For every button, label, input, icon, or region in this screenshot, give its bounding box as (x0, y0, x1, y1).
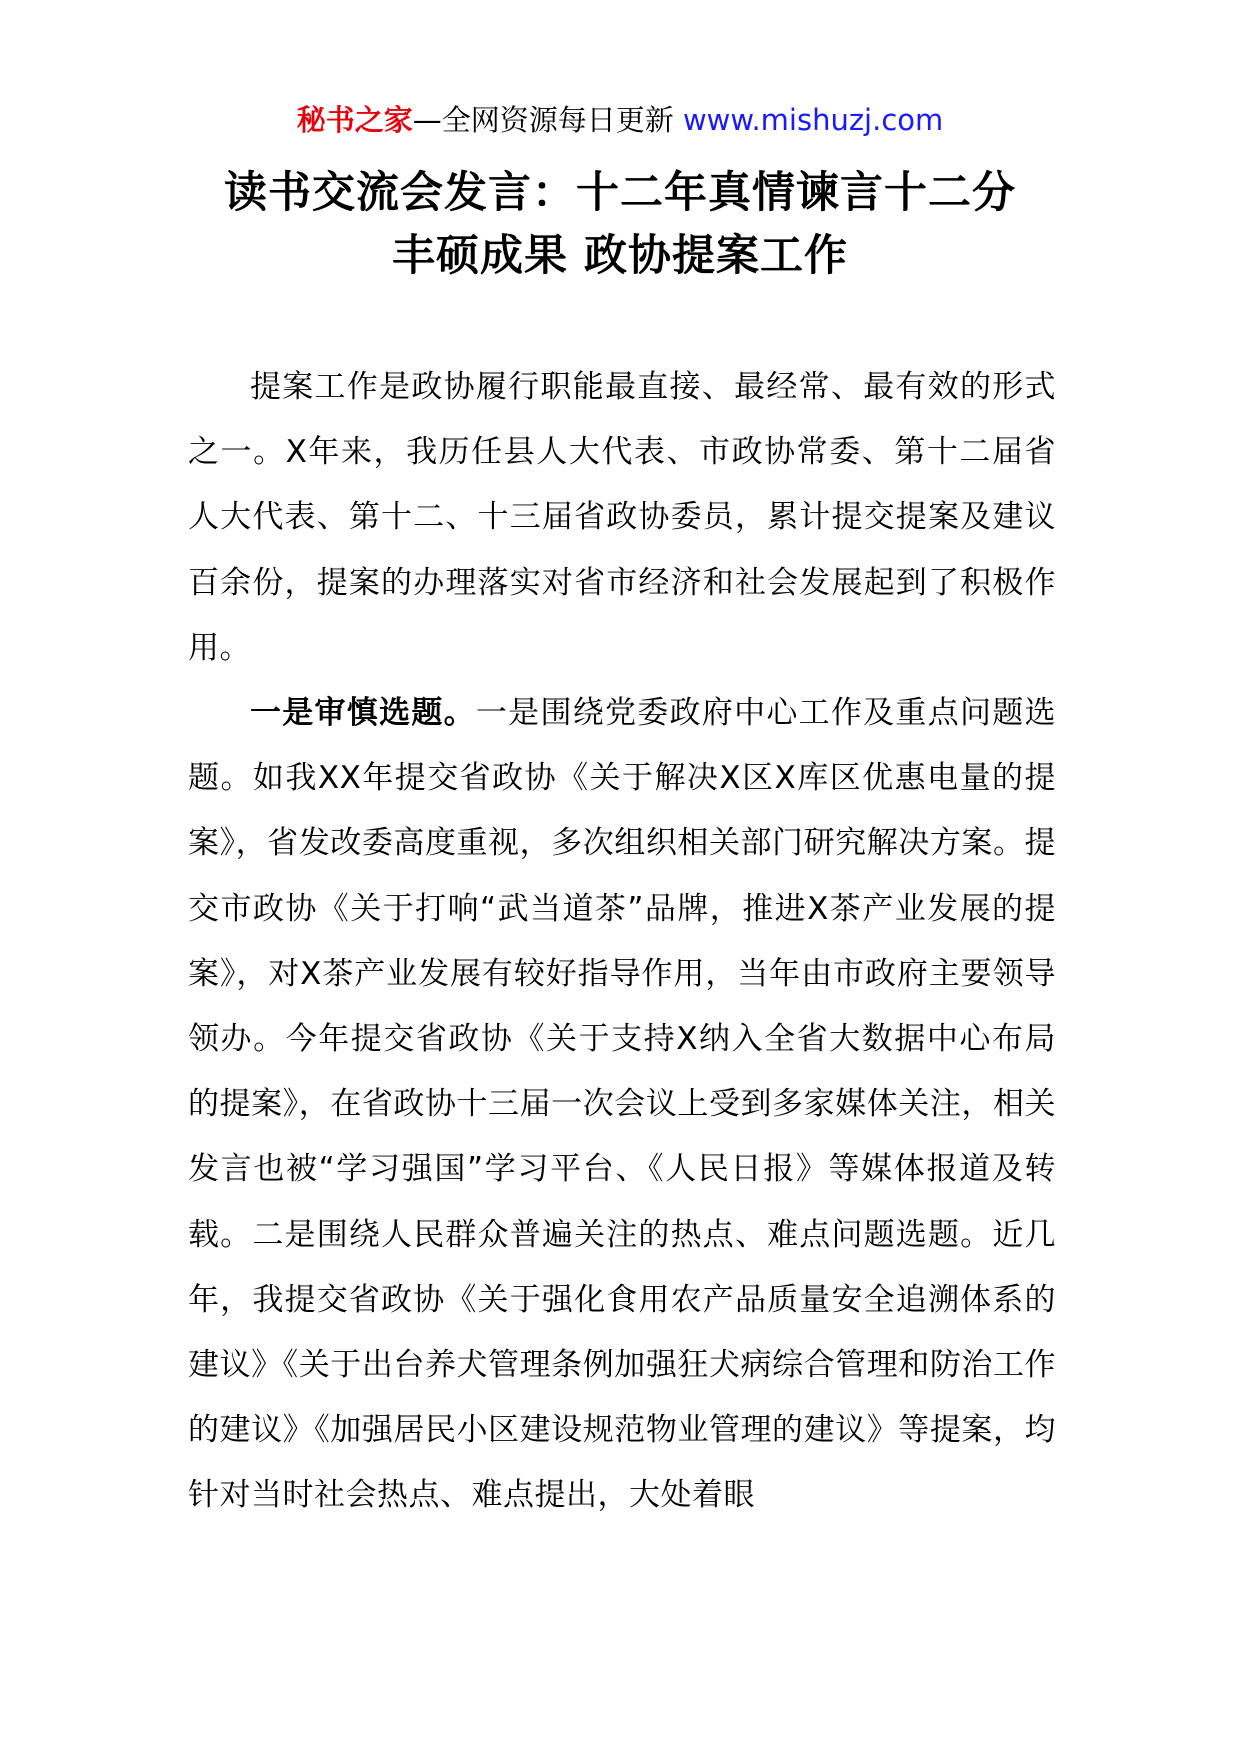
paragraph-intro: 提案工作是政协履行职能最直接、最经常、最有效的形式之一。X年来，我历任县人大代表、市政协常委、第十二届省人大代表、第十二、十三届省政协委员，累计提交提案及建议百余份，提案的办理落实对省市经济和社会发展起到了积极作用。 (188, 369, 1056, 666)
site-tagline: —全网资源每日更新 (412, 103, 674, 137)
document-body (188, 355, 1056, 1529)
site-url-link[interactable]: www.mishuzj.com (682, 103, 944, 137)
site-header (0, 100, 1240, 140)
document-title-line-1: 读书交流会发言：十二年真情谏言十二分 (224, 168, 1016, 218)
document-title (180, 162, 1060, 288)
paragraph-lead-heading: 一是审慎选题。 (250, 695, 476, 732)
paragraph-topic-selection (188, 681, 1056, 1529)
paragraph-topic-selection-body: 一是围绕党委政府中心工作及重点问题选题。如我XX年提交省政协《关于解决X区X库区优惠电量的提案》，省发改委高度重视，多次组织相关部门研究解决方案。提交市政协《关于打响“武当道茶”品牌，推进X茶产业发展的提案》，对X茶产业发展有较好指导作用，当年由市政府主要领导领办。今年提交省政协《关于支持X纳入全省大数据中心布局的提案》，在省政协十三届一次会议上受到多家媒体关注，相关发言也被“学习强国”学习平台、《人民日报》等媒体报道及转载。二是围绕人民群众普遍关注的热点、难点问题选题。近几年，我提交省政协《关于强化食用农产品质量安全追溯体系的建议》《关于出台养犬管理条例加强狂犬病综合管理和防治工作的建议》《加强居民小区建设规范物业管理的建议》等提案，均针对当时社会热点、难点提出，大处着眼 (188, 695, 1057, 1514)
site-brand: 秘书之家 (296, 103, 413, 137)
document-title-line-2: 丰硕成果 政协提案工作 (392, 231, 848, 281)
